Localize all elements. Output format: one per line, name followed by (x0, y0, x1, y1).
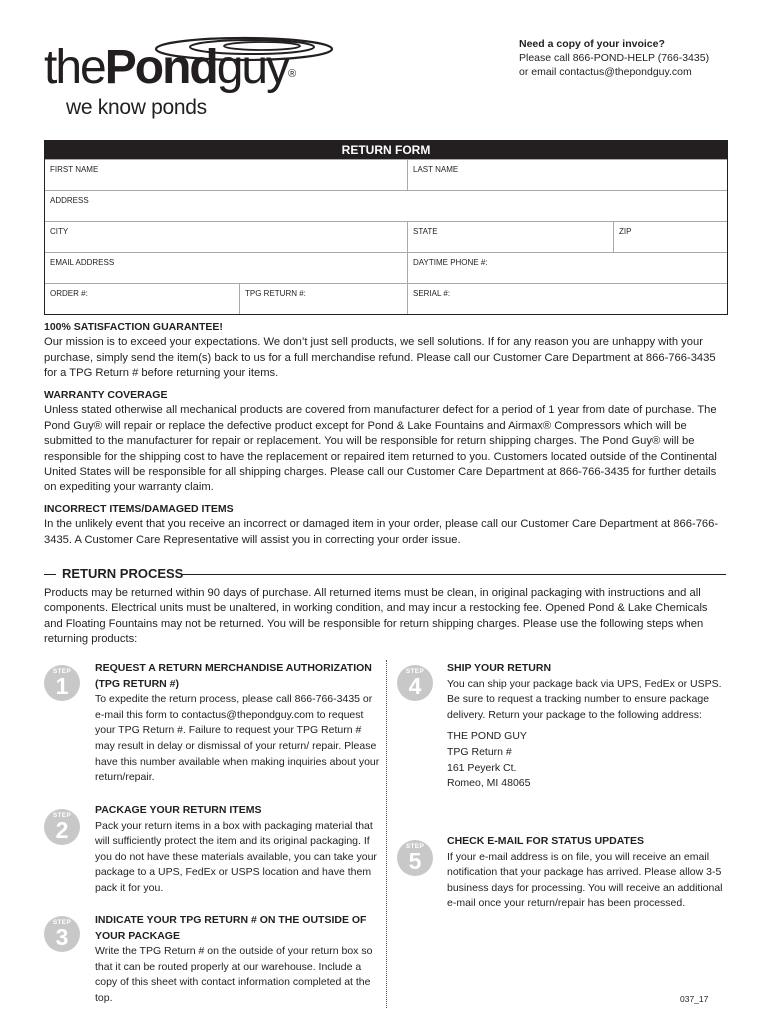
step-5-badge (397, 840, 433, 876)
step-label: STEP (52, 668, 72, 675)
state-field[interactable]: STATE (407, 222, 613, 252)
step-1-text (95, 661, 380, 786)
step-2-text (95, 803, 380, 897)
form-row-contact (45, 252, 727, 283)
form-row-order (45, 283, 727, 314)
step-label: STEP (405, 843, 425, 850)
serial-field[interactable]: SERIAL #: (407, 284, 727, 314)
step-1-heading: REQUEST A RETURN MERCHANDISE AUTHORIZATION (TPG RETURN #) (95, 662, 372, 690)
form-row-city (45, 221, 727, 252)
warranty-body: Unless stated otherwise all mechanical products are covered from manufacturer defect for a period of 1 year from date of purchase. The Pond Guy® will repair or replace the defective product except for Pond & Lake Fountains and Airmax® Compressors which will be submitted to the manufacturer for repair or replacement. You will be responsible for return shipping charges. The Pond Guy® will be responsible for the shipping cost to have the replacement or repaired item returned to you. Customers located outside of the Continental United States will be responsible for all shipping charges. Please call our Customer Care Department at 866-766-3435 for further details on expediting your warranty claim. (44, 404, 717, 494)
header-rule (182, 574, 726, 575)
step-number: 1 (55, 673, 69, 699)
tpg-return-field[interactable]: TPG RETURN #: (239, 284, 407, 314)
address-line: Romeo, MI 48065 (447, 777, 531, 790)
header-dash (44, 574, 56, 575)
address-field[interactable]: ADDRESS (50, 196, 89, 205)
step-4-body: You can ship your package back via UPS, FedEx or USPS. Be sure to request a tracking number to ensure package delivery. Return your package to the following address: (447, 677, 722, 721)
step-5-heading: CHECK E-MAIL FOR STATUS UPDATES (447, 835, 644, 847)
step-4-badge (397, 665, 433, 701)
incorrect-section (44, 502, 729, 548)
step-number: 5 (408, 848, 422, 874)
step-2-body: Pack your return items in a box with packaging material that will sufficiently protect the item and its original packaging. If you do not have these materials available, you can take your package to a UPS, FedEx or USPS location and have them pack it for you. (95, 819, 377, 894)
incorrect-body: In the unlikely event that you receive an incorrect or damaged item in your order, please call our Customer Care Department at 866-766-3435. A Customer Care Representative will assist you in correcting your order issue. (44, 518, 719, 546)
step-3-body: Write the TPG Return # on the outside of your return box so that it can be routed properly at our warehouse. Include a copy of this sheet with contact information completed at the top. (95, 945, 373, 1004)
return-form (44, 140, 728, 315)
form-title: RETURN FORM (45, 141, 727, 159)
return-process-header (44, 566, 726, 584)
step-number: 4 (408, 673, 422, 699)
invoice-contact (519, 37, 709, 79)
guarantee-body: Our mission is to exceed your expectations. We don’t just sell products, we sell solutions. If for any reason you are unhappy with your purchase, simply send the item(s) back to us for a full merchandise refund. Please call our Customer Care Department at 866-766-3435 for a TPG Return # before returning your items. (44, 336, 716, 380)
logo-pond: Pond (104, 41, 217, 94)
step-label: STEP (52, 919, 72, 926)
return-process-title: RETURN PROCESS (62, 566, 187, 581)
invoice-question: Need a copy of your invoice? (519, 38, 665, 50)
step-3-badge (44, 916, 80, 952)
company-logo (44, 34, 319, 126)
invoice-email: or email contactus@thepondguy.com (519, 66, 692, 78)
incorrect-heading: INCORRECT ITEMS/DAMAGED ITEMS (44, 503, 234, 515)
email-field[interactable]: EMAIL ADDRESS (50, 258, 115, 267)
logo-wordmark (44, 41, 297, 94)
logo-guy: guy (216, 41, 289, 94)
guarantee-section (44, 320, 729, 382)
registered-mark: ® (288, 68, 297, 80)
order-field[interactable]: ORDER #: (50, 289, 88, 298)
address-line: 161 Peyerk Ct. (447, 761, 517, 774)
guarantee-heading: 100% SATISFACTION GUARANTEE! (44, 321, 223, 333)
logo-tagline: we know ponds (66, 96, 207, 119)
zip-field[interactable]: ZIP (613, 222, 727, 252)
form-code: 037_17 (680, 994, 709, 1004)
step-label: STEP (405, 668, 425, 675)
column-divider (386, 660, 387, 1008)
step-3-text (95, 913, 380, 1007)
step-4-text (447, 661, 729, 792)
form-row-name (45, 159, 727, 190)
city-field[interactable]: CITY (50, 227, 69, 236)
address-line: TPG Return # (447, 745, 512, 758)
step-number: 2 (55, 817, 69, 843)
step-2-heading: PACKAGE YOUR RETURN ITEMS (95, 804, 262, 816)
step-number: 3 (55, 924, 69, 950)
warranty-heading: WARRANTY COVERAGE (44, 389, 168, 401)
first-name-field[interactable]: FIRST NAME (50, 165, 99, 174)
address-line: THE POND GUY (447, 730, 527, 743)
return-address (447, 729, 729, 791)
last-name-field[interactable]: LAST NAME (407, 160, 727, 190)
step-2-badge (44, 809, 80, 845)
step-5-body: If your e-mail address is on file, you will receive an email notification that your package has arrived. Please allow 3-5 business days for processing. You will receive an additional e-mail once your return/repair has been processed. (447, 850, 723, 910)
invoice-phone: Please call 866-POND-HELP (766-3435) (519, 52, 710, 64)
step-label: STEP (52, 812, 72, 819)
step-1-badge (44, 665, 80, 701)
logo-the: the (44, 41, 105, 94)
return-process-intro: Products may be returned within 90 days of purchase. All returned items must be clean, in original packaging with instructions and all components. Electrical units must be unaltered, in working condition, and may incur a restocking fee. Opened Pond & Lake Chemicals and Floating Fountains may not be returned. You will be responsible for return shipping charges. Please use the following steps when returning products: (44, 587, 708, 646)
phone-field[interactable]: DAYTIME PHONE #: (407, 253, 727, 283)
step-1-body: To expedite the return process, please call 866-766-3435 or e-mail this form to contactus@thepondguy.com to request your TPG Return #. Failure to request your TPG Return # may result in delay or dismissal of your return/ repair. Please have this number available when making inquiries about your return/repair. (95, 693, 380, 784)
warranty-section (44, 388, 729, 496)
form-row-address (45, 190, 727, 221)
step-5-text (447, 834, 729, 912)
step-4-heading: SHIP YOUR RETURN (447, 662, 552, 674)
step-3-heading: INDICATE YOUR TPG RETURN # ON THE OUTSIDE OF YOUR PACKAGE (95, 914, 367, 942)
